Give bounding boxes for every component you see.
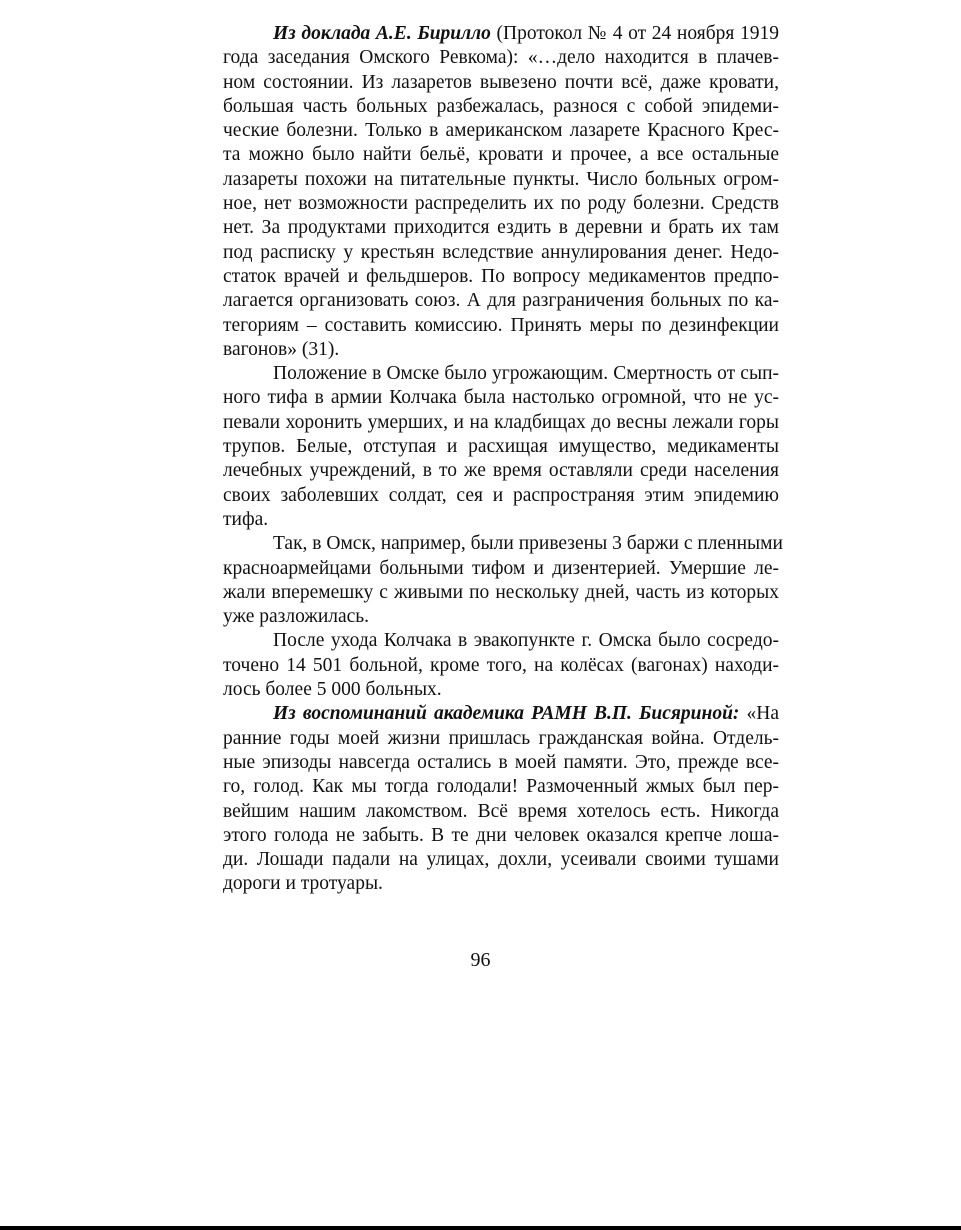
text-line: лось более 5 000 больных.: [223, 679, 442, 701]
paragraph-lead: Из воспоминаний академика РАМН В.П. Бисяриной:: [273, 703, 740, 725]
text-line: нет. За продуктами приходится ездить в деревни и брать их там: [223, 217, 779, 239]
text-line: ные эпизоды навсегда остались в моей памяти. Это, прежде все-: [223, 751, 779, 773]
paragraph-birillo-report: [173, 22, 779, 362]
paragraph-barges: [173, 532, 783, 629]
text-line: певали хоронить умерших, и на кладбищах до весны лежали горы: [223, 411, 779, 433]
text-line: точено 14 501 больной, кроме того, на колёсах (вагонах) находи-: [223, 654, 779, 676]
text-line: ческие болезни. Только в американском лазарете Красного Крес-: [223, 120, 779, 142]
text-line: тегориям – составить комиссию. Принять меры по дезинфекции: [223, 314, 779, 336]
text-line: жали вперемешку с живыми по нескольку дней, часть из которых: [223, 581, 779, 603]
text-line: вейшим нашим лакомством. Всё время хотелось есть. Никогда: [223, 800, 779, 822]
text-line: этого голода не забыть. В те дни человек оказался крепче лоша-: [223, 824, 779, 846]
text-line: ди. Лошади падали на улицах, дохли, усеивали своими тушами: [223, 849, 779, 871]
text-line: трупов. Белые, отступая и расхищая имущество, медикаменты: [223, 436, 779, 458]
text-line: ного тифа в армии Колчака была настолько огромной, что не ус-: [223, 387, 779, 409]
text-line: ное, нет возможности распределить их по роду болезни. Средств: [223, 193, 779, 215]
paragraph-bisyarina-memoirs: [173, 702, 779, 896]
page-number: 96: [470, 949, 491, 971]
text-line: года заседания Омского Ревкома): «…дело находится в плачев-: [223, 47, 779, 69]
text-line: Так, в Омск, например, были привезены 3 баржи с пленными: [273, 533, 783, 555]
bottom-border: [0, 1226, 961, 1230]
paragraph-evacuation-point: [173, 629, 779, 702]
text-line: После ухода Колчака в эвакопункте г. Омска было сосредо-: [273, 630, 779, 652]
text-line: своих заболевших солдат, сея и распространяя этим эпидемию: [223, 484, 779, 506]
text-line: лечебных учреждений, в то же время оставляли среди населения: [223, 460, 779, 482]
text-line: уже разложилась.: [223, 606, 370, 628]
text-line: вагонов» (31).: [223, 338, 340, 360]
text-line: красноармейцами больными тифом и дизентерией. Умершие ле-: [223, 557, 779, 579]
text-line: под расписку у крестьян вследствие аннулирования денег. Недо-: [223, 241, 779, 263]
text-line: Из доклада А.Е. Бирилло (Протокол № 4 от 24 ноября 1919: [273, 23, 779, 44]
text-line: Положение в Омске было угрожающим. Смертность от сып-: [273, 363, 779, 385]
text-line: лазареты похожи на питательные пункты. Число больных огром-: [223, 168, 779, 190]
text-line: та можно было найти бельё, кровати и прочее, а все остальные: [223, 144, 779, 166]
text-line: го, голод. Как мы тогда голодали! Размоченный жмых был пер-: [223, 776, 779, 798]
text-line: дороги и тротуары.: [223, 873, 383, 895]
paragraph-lead: Из доклада А.Е. Бирилло: [273, 23, 491, 44]
text-line: ранние годы моей жизни пришлась гражданская война. Отдель-: [223, 727, 779, 749]
text-line: статок врачей и фельдшеров. По вопросу медикаментов предпо-: [223, 265, 779, 287]
text-line: ном состоянии. Из лазаретов вывезено почти всё, даже кровати,: [223, 71, 779, 93]
text-line: тифа.: [223, 508, 269, 530]
paragraph-omsk-situation: [173, 362, 779, 532]
text-line: Из воспоминаний академика РАМН В.П. Бисяриной: «На: [273, 703, 780, 725]
page-body: [173, 22, 783, 897]
text-line: лагается организовать союз. А для разграничения больных по ка-: [223, 290, 779, 312]
text-line: большая часть больных разбежалась, разнося с собой эпидеми-: [223, 95, 779, 117]
